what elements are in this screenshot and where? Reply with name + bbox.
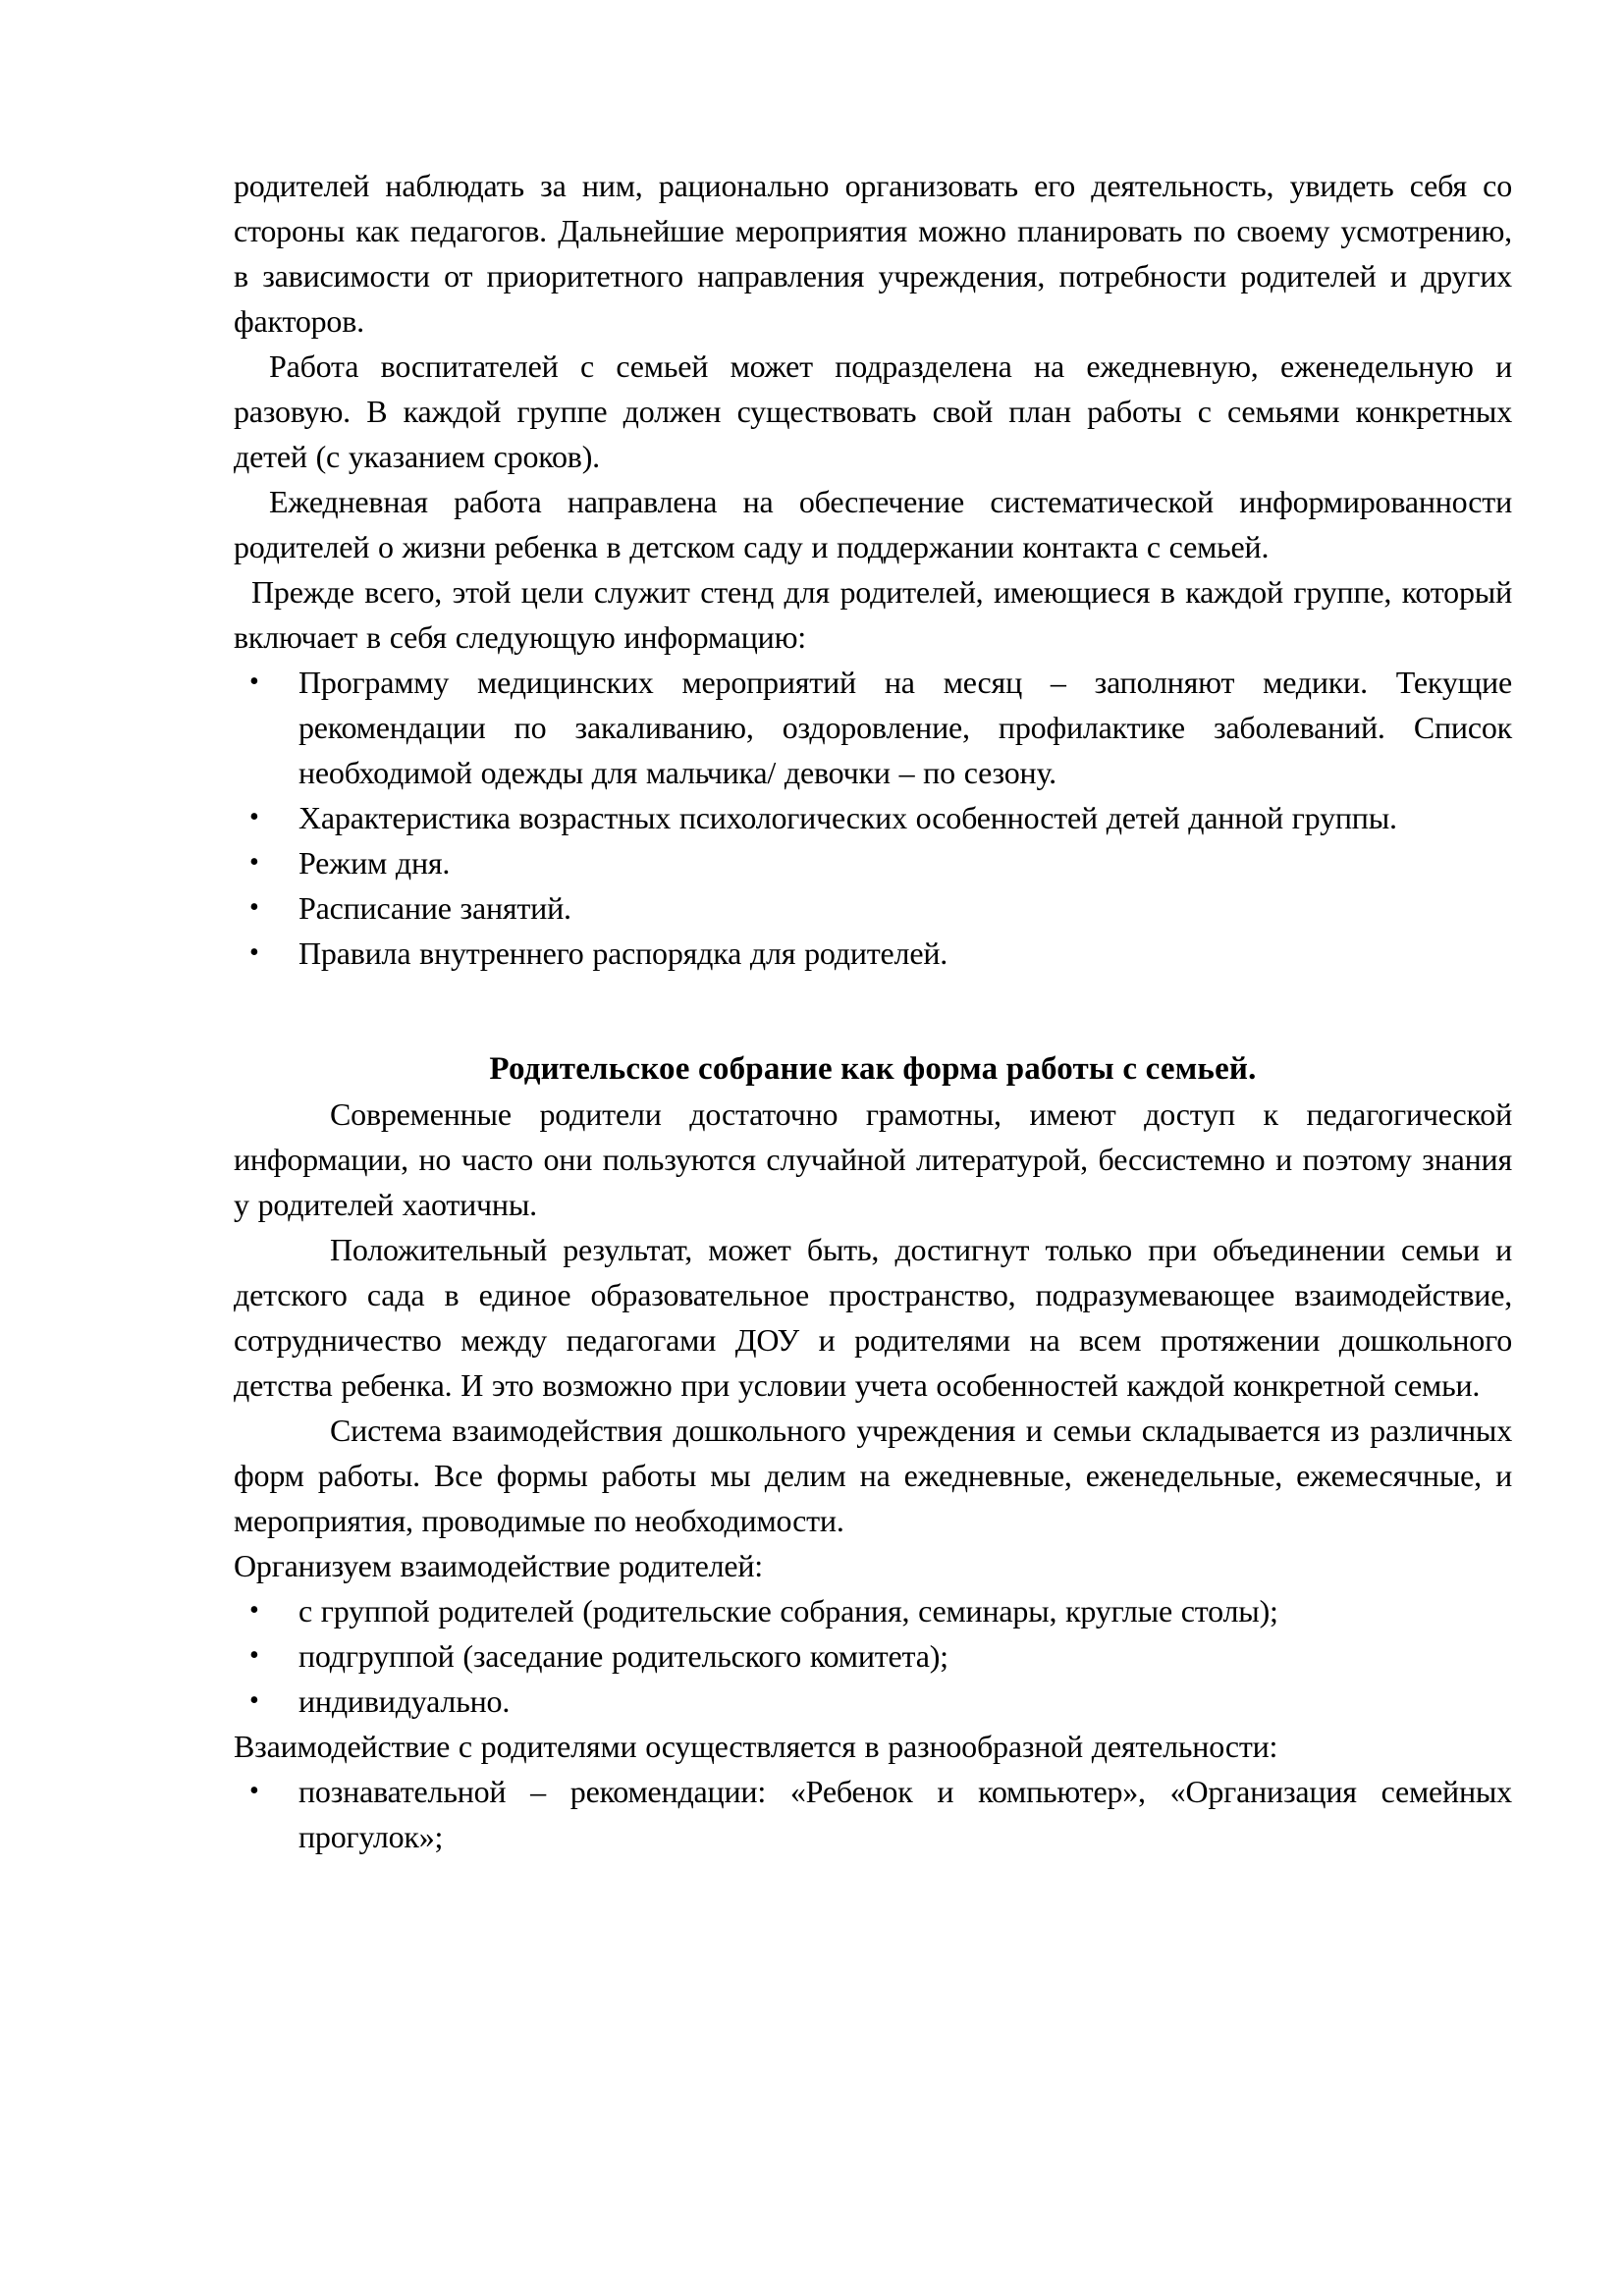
- list-item: [234, 660, 1512, 795]
- list-item: [234, 840, 1512, 885]
- bullet-icon: •: [249, 802, 259, 832]
- list-item-text: Характеристика возрастных психологических особенностей детей данной группы.: [298, 800, 1397, 835]
- list-item: [234, 1588, 1512, 1633]
- bullet-list-interaction-forms: [234, 1588, 1512, 1724]
- list-item: [234, 1633, 1512, 1679]
- bullet-icon: •: [249, 1685, 259, 1716]
- list-item: [234, 1769, 1512, 1859]
- list-item-text: подгруппой (заседание родительского комитета);: [298, 1638, 948, 1674]
- list-item-text: Режим дня.: [298, 845, 451, 881]
- paragraph-3: Ежедневная работа направлена на обеспечение систематической информированности родителей о жизни ребенка в детском саду и поддержании контакта с семьей.: [234, 484, 1512, 564]
- list-item-text: Расписание занятий.: [298, 890, 571, 926]
- paragraph-2: Работа воспитателей с семьей может подразделена на ежедневную, еженедельную и разовую. В каждой группе должен существовать свой план работы с семьями конкретных детей (с указанием сроков).: [234, 348, 1512, 474]
- paragraph-7: Система взаимодействия дошкольного учреждения и семьи складывается из различных форм работы. Все формы работы мы делим на ежедневные, еженедельные, ежемесячные, и мероприятия, проводимые по необходимости.: [234, 1413, 1512, 1538]
- list-item-text: Программу медицинских мероприятий на месяц – заполняют медики. Текущие рекомендации по закаливанию, оздоровление, профилактике заболеваний. Список необходимой одежды для мальчика/ девочки – по сезону.: [298, 665, 1512, 790]
- bullet-icon: •: [249, 892, 259, 923]
- paragraph-1: родителей наблюдать за ним, рационально организовать его деятельность, увидеть себя со стороны как педагогов. Дальнейшие мероприятия можно планировать по своему усмотрению, в зависимости от приоритетного направления учреждения, потребности родителей и других факторов.: [234, 168, 1512, 339]
- paragraph-4: Прежде всего, этой цели служит стенд для родителей, имеющиеся в каждой группе, который включает в себя следующую информацию:: [234, 574, 1512, 655]
- list-item-text: Правила внутреннего распорядка для родителей.: [298, 935, 948, 971]
- list-item-text: с группой родителей (родительские собрания, семинары, круглые столы);: [298, 1593, 1278, 1629]
- section-heading-parent-meeting: Родительское собрание как форма работы с семьей.: [489, 1051, 1257, 1087]
- bullet-icon: •: [249, 1776, 259, 1806]
- bullet-icon: •: [249, 937, 259, 968]
- list-item: [234, 885, 1512, 931]
- list-item: [234, 1679, 1512, 1724]
- paragraph-9: Взаимодействие с родителями осуществляется в разнообразной деятельности:: [234, 1729, 1278, 1764]
- bullet-icon: •: [249, 667, 259, 697]
- bullet-icon: •: [249, 847, 259, 878]
- bullet-list-stand-info: [234, 660, 1512, 976]
- bullet-icon: •: [249, 1640, 259, 1671]
- list-item: [234, 931, 1512, 976]
- bullet-icon: •: [249, 1595, 259, 1626]
- list-item-text: познавательной – рекомендации: «Ребенок и компьютер», «Организация семейных прогулок»;: [298, 1774, 1512, 1854]
- paragraph-8: Организуем взаимодействие родителей:: [234, 1548, 763, 1583]
- list-item: [234, 795, 1512, 840]
- paragraph-6: Положительный результат, может быть, достигнут только при объединении семьи и детского сада в единое образовательное пространство, подразумевающее взаимодействие, сотрудничество между педагогами ДОУ и родителями на всем протяжении дошкольного детства ребенка. И это возможно при условии учета особенностей каждой конкретной семьи.: [234, 1232, 1512, 1403]
- list-item-text: индивидуально.: [298, 1683, 511, 1719]
- paragraph-5: Современные родители достаточно грамотны, имеют доступ к педагогической информации, но часто они пользуются случайной литературой, бессистемно и поэтому знания у родителей хаотичны.: [234, 1096, 1512, 1222]
- bullet-list-activities: [234, 1769, 1512, 1859]
